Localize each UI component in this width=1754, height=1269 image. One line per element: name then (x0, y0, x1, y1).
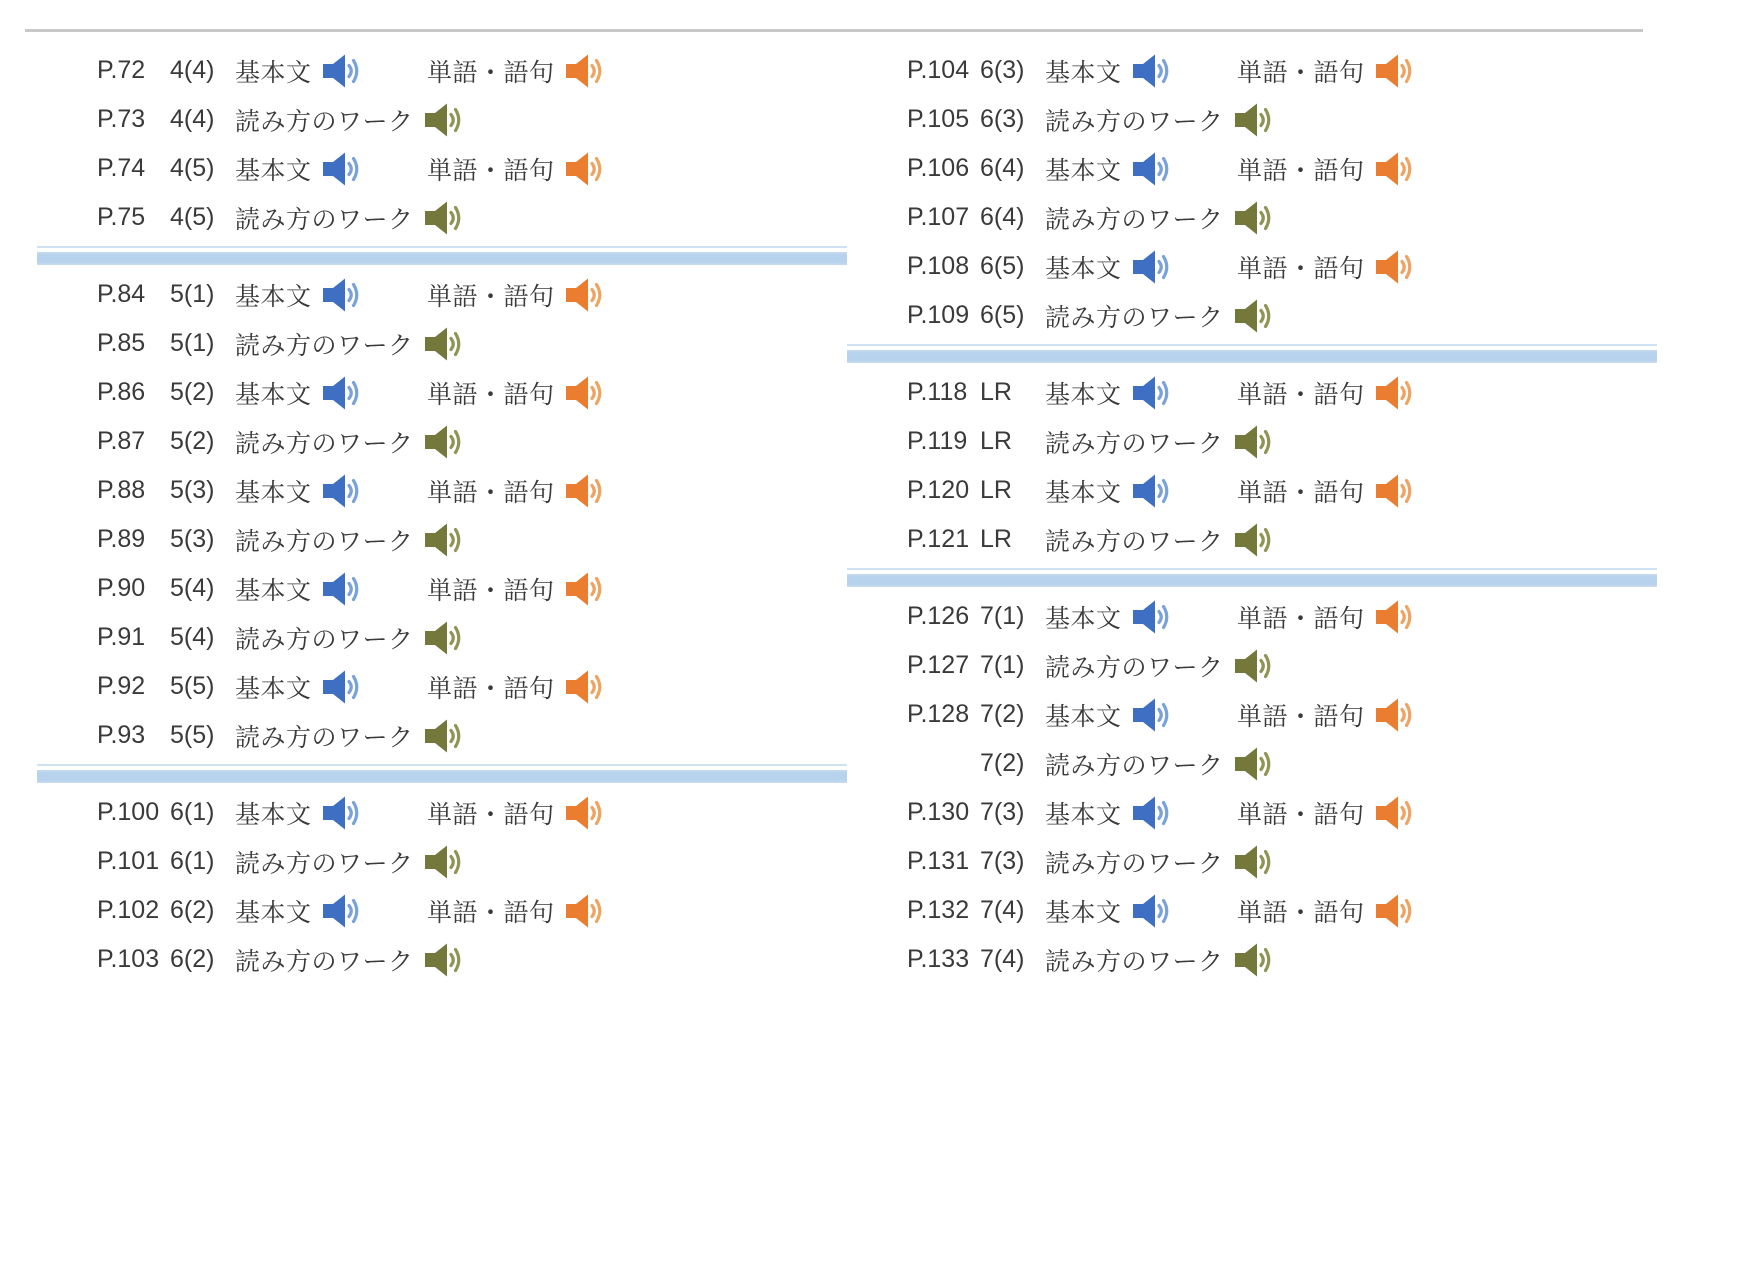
audio-row (847, 641, 1657, 690)
words-speaker-icon[interactable] (565, 669, 605, 705)
reading-speaker-icon[interactable] (424, 718, 464, 754)
reading-audio-cell (1045, 648, 1274, 684)
page-number: P.131 (907, 847, 970, 875)
page-number: P.130 (907, 798, 970, 826)
basic-audio-cell (235, 795, 427, 831)
section-number: 5(5) (170, 721, 215, 749)
basic-speaker-icon[interactable] (1132, 473, 1172, 509)
audio-list-column (847, 46, 1657, 984)
reading-speaker-icon[interactable] (424, 424, 464, 460)
audio-list-column (37, 46, 847, 984)
words-speaker-icon[interactable] (565, 277, 605, 313)
basic-label: 基本文 (235, 674, 312, 703)
audio-row (847, 417, 1657, 466)
section-divider (847, 564, 1657, 592)
section-number: 6(5) (980, 301, 1025, 329)
words-label: 単語・語句 (427, 576, 555, 605)
reading-audio-cell (235, 718, 464, 754)
basic-audio-cell (235, 53, 427, 89)
words-audio-cell (427, 151, 605, 187)
basic-label: 基本文 (235, 898, 312, 927)
words-speaker-icon[interactable] (565, 151, 605, 187)
reading-label: 読み方のワーク (1045, 107, 1224, 136)
basic-label: 基本文 (1045, 254, 1122, 283)
reading-speaker-icon[interactable] (1234, 746, 1274, 782)
audio-row (37, 270, 847, 319)
section-divider-bar (847, 350, 1657, 363)
basic-label: 基本文 (235, 282, 312, 311)
section-number: 7(1) (980, 651, 1025, 679)
words-speaker-icon[interactable] (565, 893, 605, 929)
words-speaker-icon[interactable] (565, 375, 605, 411)
section-number: 5(4) (170, 574, 215, 602)
reading-speaker-icon[interactable] (1234, 844, 1274, 880)
words-audio-cell (1237, 697, 1415, 733)
audio-row (847, 193, 1657, 242)
audio-row (847, 242, 1657, 291)
basic-speaker-icon[interactable] (322, 571, 362, 607)
reading-audio-cell (1045, 200, 1274, 236)
page-number: P.89 (97, 525, 146, 553)
basic-audio-cell (1045, 249, 1237, 285)
section-number: 6(1) (170, 798, 215, 826)
words-audio-cell (1237, 249, 1415, 285)
words-label: 単語・語句 (1237, 254, 1365, 283)
page-number: P.107 (907, 203, 970, 231)
audio-row (37, 95, 847, 144)
basic-audio-cell (1045, 375, 1237, 411)
reading-label: 読み方のワーク (1045, 527, 1224, 556)
section-divider (847, 340, 1657, 368)
words-speaker-icon[interactable] (1375, 375, 1415, 411)
section-number: 6(3) (980, 105, 1025, 133)
words-audio-cell (1237, 375, 1415, 411)
basic-speaker-icon[interactable] (1132, 697, 1172, 733)
words-speaker-icon[interactable] (1375, 249, 1415, 285)
page-number: P.73 (97, 105, 146, 133)
section-number: LR (980, 378, 1012, 406)
basic-label: 基本文 (1045, 156, 1122, 185)
reading-label: 読み方のワーク (235, 625, 414, 654)
words-label: 単語・語句 (1237, 604, 1365, 633)
section-number: 7(4) (980, 945, 1025, 973)
page-number: P.74 (97, 154, 146, 182)
basic-audio-cell (235, 893, 427, 929)
basic-audio-cell (235, 669, 427, 705)
section-divider-bar (37, 770, 847, 783)
reading-label: 読み方のワーク (235, 429, 414, 458)
section-divider-bar (37, 252, 847, 265)
words-speaker-icon[interactable] (1375, 599, 1415, 635)
basic-label: 基本文 (1045, 702, 1122, 731)
basic-speaker-icon[interactable] (1132, 249, 1172, 285)
basic-label: 基本文 (1045, 478, 1122, 507)
page-number: P.72 (97, 56, 146, 84)
audio-row (37, 886, 847, 935)
page-number: P.105 (907, 105, 970, 133)
reading-label: 読み方のワーク (235, 205, 414, 234)
words-audio-cell (1237, 599, 1415, 635)
section-number: 5(1) (170, 329, 215, 357)
reading-speaker-icon[interactable] (1234, 298, 1274, 334)
words-audio-cell (1237, 795, 1415, 831)
words-audio-cell (427, 571, 605, 607)
words-label: 単語・語句 (427, 800, 555, 829)
section-number: 6(4) (980, 154, 1025, 182)
reading-audio-cell (1045, 424, 1274, 460)
audio-row (847, 739, 1657, 788)
audio-row (37, 368, 847, 417)
words-label: 単語・語句 (427, 478, 555, 507)
reading-speaker-icon[interactable] (1234, 102, 1274, 138)
page-number: P.121 (907, 525, 970, 553)
basic-speaker-icon[interactable] (322, 893, 362, 929)
section-number: 6(1) (170, 847, 215, 875)
words-label: 単語・語句 (1237, 702, 1365, 731)
section-divider (37, 242, 847, 270)
section-divider-thin-line (37, 246, 847, 248)
reading-speaker-icon[interactable] (1234, 200, 1274, 236)
section-number: 4(5) (170, 154, 215, 182)
reading-speaker-icon[interactable] (424, 942, 464, 978)
audio-row (37, 193, 847, 242)
words-audio-cell (427, 473, 605, 509)
basic-audio-cell (235, 375, 427, 411)
page-number: P.126 (907, 602, 970, 630)
basic-speaker-icon[interactable] (1132, 599, 1172, 635)
basic-audio-cell (1045, 151, 1237, 187)
words-audio-cell (427, 795, 605, 831)
reading-label: 読み方のワーク (1045, 947, 1224, 976)
section-number: 7(3) (980, 847, 1025, 875)
reading-label: 読み方のワーク (1045, 751, 1224, 780)
audio-row (847, 837, 1657, 886)
words-label: 単語・語句 (1237, 478, 1365, 507)
basic-label: 基本文 (235, 380, 312, 409)
basic-audio-cell (235, 571, 427, 607)
reading-audio-cell (1045, 844, 1274, 880)
section-number: 4(4) (170, 105, 215, 133)
audio-row (37, 788, 847, 837)
audio-row (37, 144, 847, 193)
page-number: P.119 (907, 427, 968, 455)
basic-label: 基本文 (235, 58, 312, 87)
audio-row (847, 95, 1657, 144)
audio-row (37, 564, 847, 613)
basic-audio-cell (1045, 53, 1237, 89)
basic-label: 基本文 (235, 800, 312, 829)
reading-audio-cell (1045, 522, 1274, 558)
basic-label: 基本文 (235, 156, 312, 185)
reading-label: 読み方のワーク (1045, 849, 1224, 878)
words-speaker-icon[interactable] (565, 53, 605, 89)
section-number: 7(1) (980, 602, 1025, 630)
reading-speaker-icon[interactable] (424, 620, 464, 656)
audio-row (847, 886, 1657, 935)
basic-label: 基本文 (235, 478, 312, 507)
reading-label: 読み方のワーク (1045, 303, 1224, 332)
audio-row (847, 690, 1657, 739)
words-audio-cell (427, 893, 605, 929)
section-number: 5(1) (170, 280, 215, 308)
reading-label: 読み方のワーク (235, 527, 414, 556)
reading-label: 読み方のワーク (1045, 429, 1224, 458)
section-number: 6(4) (980, 203, 1025, 231)
words-label: 単語・語句 (1237, 58, 1365, 87)
page-number: P.90 (97, 574, 146, 602)
words-speaker-icon[interactable] (1375, 53, 1415, 89)
page-number: P.118 (907, 378, 968, 406)
page-number: P.132 (907, 896, 970, 924)
audio-row (37, 613, 847, 662)
words-speaker-icon[interactable] (565, 571, 605, 607)
reading-speaker-icon[interactable] (424, 326, 464, 362)
page-number: P.84 (97, 280, 146, 308)
top-divider-rule (25, 29, 1643, 32)
reading-speaker-icon[interactable] (1234, 424, 1274, 460)
basic-speaker-icon[interactable] (1132, 375, 1172, 411)
basic-audio-cell (235, 277, 427, 313)
reading-label: 読み方のワーク (235, 849, 414, 878)
section-number: 6(5) (980, 252, 1025, 280)
section-number: 6(3) (980, 56, 1025, 84)
basic-audio-cell (1045, 893, 1237, 929)
audio-row (847, 592, 1657, 641)
words-audio-cell (1237, 473, 1415, 509)
reading-label: 読み方のワーク (1045, 653, 1224, 682)
reading-speaker-icon[interactable] (424, 844, 464, 880)
page-number: P.133 (907, 945, 970, 973)
page-number: P.93 (97, 721, 146, 749)
reading-audio-cell (1045, 942, 1274, 978)
words-audio-cell (427, 277, 605, 313)
audio-row (37, 319, 847, 368)
reading-audio-cell (1045, 746, 1274, 782)
basic-audio-cell (235, 473, 427, 509)
words-label: 単語・語句 (1237, 380, 1365, 409)
audio-row (847, 368, 1657, 417)
basic-label: 基本文 (1045, 58, 1122, 87)
words-audio-cell (1237, 151, 1415, 187)
words-speaker-icon[interactable] (1375, 795, 1415, 831)
section-divider (37, 760, 847, 788)
page-number: P.127 (907, 651, 970, 679)
page-number: P.128 (907, 700, 970, 728)
section-number: 5(2) (170, 427, 215, 455)
basic-speaker-icon[interactable] (1132, 893, 1172, 929)
audio-row (37, 662, 847, 711)
words-speaker-icon[interactable] (1375, 893, 1415, 929)
audio-row (37, 935, 847, 984)
section-number: 5(4) (170, 623, 215, 651)
reading-speaker-icon[interactable] (424, 200, 464, 236)
words-speaker-icon[interactable] (565, 473, 605, 509)
page-number: P.120 (907, 476, 970, 504)
page-number: P.75 (97, 203, 146, 231)
basic-label: 基本文 (1045, 800, 1122, 829)
page-number: P.106 (907, 154, 970, 182)
audio-row (37, 417, 847, 466)
basic-speaker-icon[interactable] (322, 151, 362, 187)
section-number: 5(3) (170, 476, 215, 504)
reading-audio-cell (235, 844, 464, 880)
section-number: LR (980, 427, 1012, 455)
words-label: 単語・語句 (427, 898, 555, 927)
audio-row (847, 46, 1657, 95)
words-audio-cell (1237, 893, 1415, 929)
words-label: 単語・語句 (1237, 898, 1365, 927)
section-number: 4(4) (170, 56, 215, 84)
reading-audio-cell (235, 942, 464, 978)
audio-row (847, 291, 1657, 340)
audio-row (847, 466, 1657, 515)
words-label: 単語・語句 (427, 58, 555, 87)
section-number: 7(4) (980, 896, 1025, 924)
page-number: P.103 (97, 945, 160, 973)
section-number: 7(2) (980, 749, 1025, 777)
basic-audio-cell (235, 151, 427, 187)
page-number: P.102 (97, 896, 160, 924)
reading-audio-cell (235, 102, 464, 138)
basic-label: 基本文 (1045, 898, 1122, 927)
words-label: 単語・語句 (1237, 156, 1365, 185)
audio-row (847, 935, 1657, 984)
reading-speaker-icon[interactable] (1234, 648, 1274, 684)
reading-speaker-icon[interactable] (1234, 522, 1274, 558)
words-audio-cell (427, 53, 605, 89)
section-number: 4(5) (170, 203, 215, 231)
audio-row (37, 711, 847, 760)
words-speaker-icon[interactable] (1375, 697, 1415, 733)
section-number: 7(2) (980, 700, 1025, 728)
page-number: P.87 (97, 427, 146, 455)
page-number: P.92 (97, 672, 146, 700)
audio-row (37, 466, 847, 515)
basic-audio-cell (1045, 473, 1237, 509)
reading-audio-cell (235, 522, 464, 558)
words-label: 単語・語句 (427, 156, 555, 185)
reading-speaker-icon[interactable] (1234, 942, 1274, 978)
reading-label: 読み方のワーク (235, 331, 414, 360)
section-divider-thin-line (37, 764, 847, 766)
reading-label: 読み方のワーク (235, 107, 414, 136)
section-divider-bar (847, 574, 1657, 587)
basic-label: 基本文 (1045, 380, 1122, 409)
basic-audio-cell (1045, 599, 1237, 635)
page-number: P.85 (97, 329, 146, 357)
words-label: 単語・語句 (1237, 800, 1365, 829)
reading-audio-cell (235, 326, 464, 362)
reading-label: 読み方のワーク (235, 723, 414, 752)
words-audio-cell (427, 669, 605, 705)
basic-audio-cell (1045, 795, 1237, 831)
section-number: 6(2) (170, 896, 215, 924)
words-audio-cell (1237, 53, 1415, 89)
section-number: 5(3) (170, 525, 215, 553)
section-number: LR (980, 476, 1012, 504)
page-number: P.101 (97, 847, 160, 875)
columns-container (37, 46, 1754, 984)
audio-row (37, 46, 847, 95)
page-number: P.109 (907, 301, 970, 329)
basic-speaker-icon[interactable] (1132, 795, 1172, 831)
basic-speaker-icon[interactable] (1132, 53, 1172, 89)
reading-speaker-icon[interactable] (424, 522, 464, 558)
page-number: P.100 (97, 798, 160, 826)
section-number: 7(3) (980, 798, 1025, 826)
basic-label: 基本文 (235, 576, 312, 605)
words-label: 単語・語句 (427, 380, 555, 409)
basic-label: 基本文 (1045, 604, 1122, 633)
page-number: P.104 (907, 56, 970, 84)
audio-row (847, 515, 1657, 564)
reading-audio-cell (235, 620, 464, 656)
reading-label: 読み方のワーク (235, 947, 414, 976)
basic-audio-cell (1045, 697, 1237, 733)
basic-speaker-icon[interactable] (322, 375, 362, 411)
basic-speaker-icon[interactable] (322, 53, 362, 89)
page-number: P.108 (907, 252, 970, 280)
section-number: 5(2) (170, 378, 215, 406)
reading-label: 読み方のワーク (1045, 205, 1224, 234)
words-label: 単語・語句 (427, 674, 555, 703)
reading-audio-cell (1045, 102, 1274, 138)
words-audio-cell (427, 375, 605, 411)
section-number: 6(2) (170, 945, 215, 973)
page-number: P.86 (97, 378, 146, 406)
section-divider-thin-line (847, 568, 1657, 570)
basic-speaker-icon[interactable] (1132, 151, 1172, 187)
page-number: P.88 (97, 476, 146, 504)
basic-speaker-icon[interactable] (322, 795, 362, 831)
audio-row (37, 515, 847, 564)
reading-audio-cell (235, 200, 464, 236)
words-speaker-icon[interactable] (1375, 473, 1415, 509)
audio-row (37, 837, 847, 886)
audio-row (847, 144, 1657, 193)
basic-speaker-icon[interactable] (322, 473, 362, 509)
basic-speaker-icon[interactable] (322, 669, 362, 705)
audio-row (847, 788, 1657, 837)
section-divider-thin-line (847, 344, 1657, 346)
basic-speaker-icon[interactable] (322, 277, 362, 313)
page-number: P.91 (97, 623, 146, 651)
words-label: 単語・語句 (427, 282, 555, 311)
section-number: 5(5) (170, 672, 215, 700)
section-number: LR (980, 525, 1012, 553)
reading-speaker-icon[interactable] (424, 102, 464, 138)
words-speaker-icon[interactable] (565, 795, 605, 831)
reading-audio-cell (1045, 298, 1274, 334)
words-speaker-icon[interactable] (1375, 151, 1415, 187)
reading-audio-cell (235, 424, 464, 460)
